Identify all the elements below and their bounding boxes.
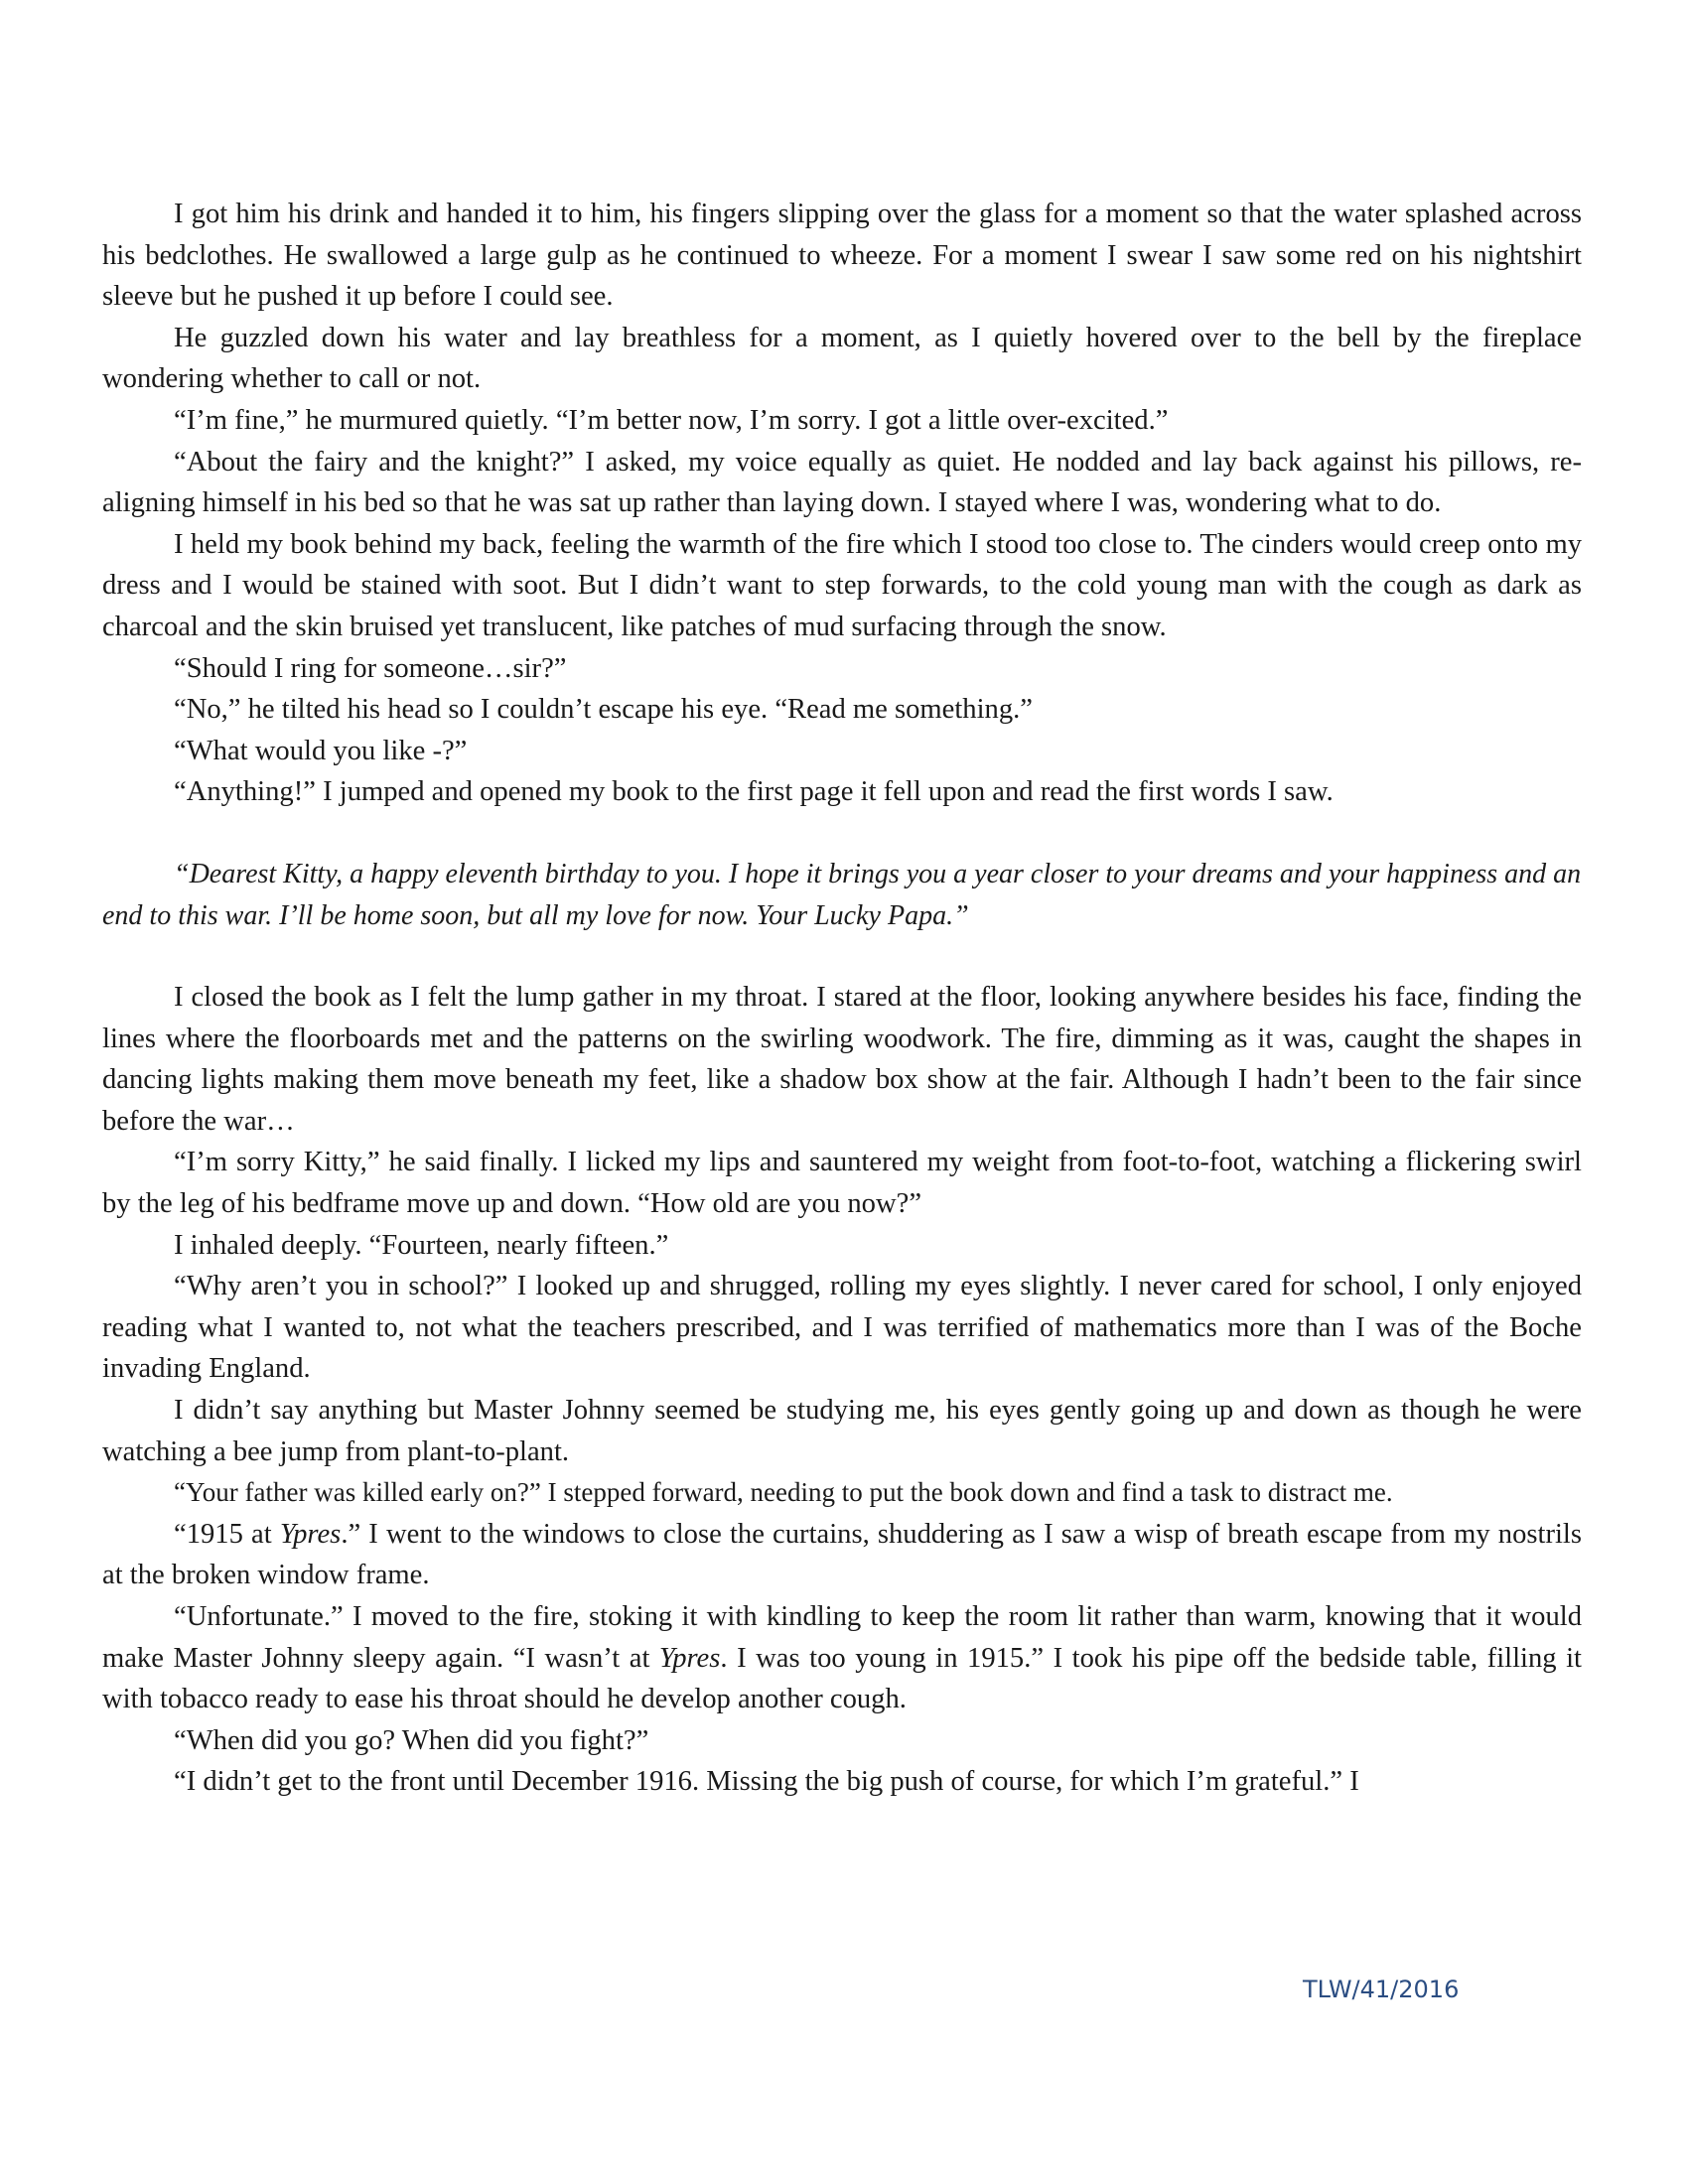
paragraph: “No,” he tilted his head so I couldn’t escape his eye. “Read me something.”	[174, 694, 1033, 726]
paragraph: I inhaled deeply. “Fourteen, nearly fifteen.”	[174, 1229, 669, 1261]
story-text	[102, 194, 1582, 1803]
paragraph: I held my book behind my back, feeling the warmth of the fire which I stood too close to. The cinders would creep onto my dress and I would be stained with soot. But I didn’t want to step forwards, to the cold young man with the cough as dark as charcoal and the skin bruised yet translucent, like patches of mud surfacing through the snow.	[102, 528, 1582, 642]
paragraph-text: . I was too young in 1915.” I took his pipe off the bedside table, filling it with tobacco ready to ease his throat should he develop another cough.	[102, 1642, 1582, 1715]
paragraph: I got him his drink and handed it to him, his fingers slipping over the glass for a moment so that the water splashed across his bedclothes. He swallowed a large gulp as he continued to wheeze. For a moment I swear I saw some red on his nightshirt sleeve but he pushed it up before I could see.	[102, 199, 1582, 313]
paragraph: “Anything!” I jumped and opened my book to the first page it fell upon and read the first words I saw.	[174, 776, 1334, 808]
paragraph: “About the fairy and the knight?” I asked, my voice equally as quiet. He nodded and lay back against his pillows, re-aligning himself in his bed so that he was sat up rather than laying down. I stayed where I was, wondering what to do.	[102, 446, 1582, 519]
paragraph: I closed the book as I felt the lump gather in my throat. I stared at the floor, looking anywhere besides his face, finding the lines where the floorboards met and the patterns on the swirling woodwork. The fire, dimming as it was, caught the shapes in dancing lights making them move beneath my feet, like a shadow box show at the fair. Although I hadn’t been to the fair since before the war…	[102, 982, 1582, 1137]
paragraph: “Should I ring for someone…sir?”	[174, 652, 567, 684]
letter-quote: “Dearest Kitty, a happy eleventh birthday to you. I hope it brings you a year closer to your dreams and your happiness and an end to this war. I’ll be home soon, but all my love for now. Your Lucky Papa.”	[102, 858, 1582, 931]
place-name: Ypres	[658, 1642, 721, 1674]
paragraph-text: “1915 at	[174, 1518, 280, 1550]
place-name: Ypres	[279, 1518, 342, 1550]
paragraph: “Your father was killed early on?” I stepped forward, needing to put the book down and find a task to distract me.	[174, 1477, 1393, 1508]
paragraph: “I’m fine,” he murmured quietly. “I’m better now, I’m sorry. I got a little over-excited.”	[174, 404, 1169, 436]
paragraph: “I’m sorry Kitty,” he said finally. I licked my lips and sauntered my weight from foot-to-foot, watching a flickering swirl by the leg of his bedframe move up and down. “How old are you now?”	[102, 1147, 1582, 1220]
paragraph	[102, 1596, 1582, 1720]
paragraph-text: “Unfortunate.” I moved to the fire, stoking it with kindling to keep the room lit rather than warm, knowing that it would make Master Johnny sleepy again. “I wasn’t at	[102, 1601, 1582, 1674]
paragraph-text: .” I went to the windows to close the curtains, shuddering as I saw a wisp of breath escape from my nostrils at the broken window frame.	[102, 1518, 1582, 1591]
paragraph: “I didn’t get to the front until December 1916. Missing the big push of course, for which I’m grateful.” I	[174, 1766, 1359, 1798]
paragraph: He guzzled down his water and lay breathless for a moment, as I quietly hovered over to the bell by the fireplace wondering whether to call or not.	[102, 322, 1582, 395]
paragraph: “What would you like -?”	[174, 735, 468, 766]
paragraph	[102, 1514, 1582, 1596]
paragraph: I didn’t say anything but Master Johnny seemed be studying me, his eyes gently going up and down as though he were watching a bee jump from plant-to-plant.	[102, 1395, 1582, 1467]
document-reference: TLW/41/2016	[1303, 1976, 1460, 2003]
paragraph: “Why aren’t you in school?” I looked up and shrugged, rolling my eyes slightly. I never cared for school, I only enjoyed reading what I wanted to, not what the teachers prescribed, and I was terrified of mathematics more than I was of the Boche invading England.	[102, 1271, 1582, 1385]
paragraph: “When did you go? When did you fight?”	[174, 1724, 649, 1756]
